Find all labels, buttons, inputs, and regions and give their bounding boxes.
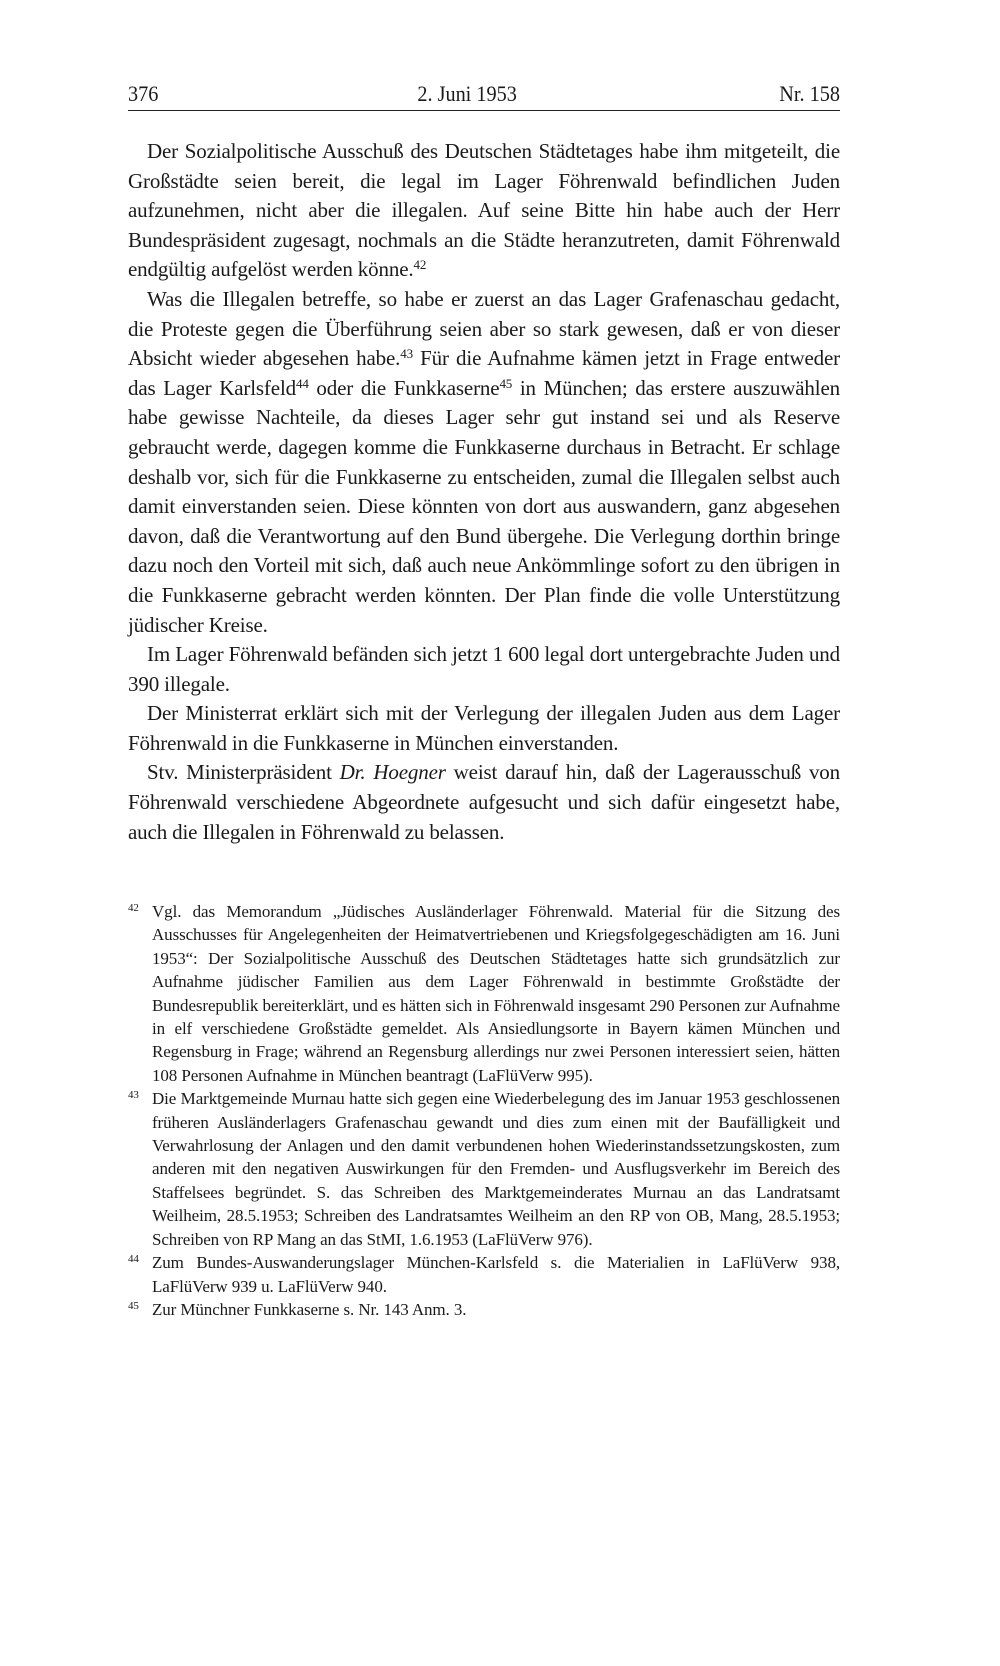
person-name: Dr. Hoegner [339, 760, 446, 785]
footnote-text: Die Marktgemeinde Murnau hatte sich gegen eine Wiederbelegung des im Januar 1953 geschlossenen früheren Ausländerlagers Grafenaschau gewandt und dies zum einen mit der Baufälligkeit und Verwahrlosung der Anlagen und den damit verbundenen hohen Wiederinstandssetzungskosten, zum anderen mit den negativen Auswirkungen für den Fremden- und Ausflugsverkehr im Bereich des Staffelsees begründet. S. das Schreiben des Marktgemeinderates Murnau an das Landratsamt Weilheim, 28.5.1953; Schreiben des Landratsamtes Weilheim an den RP von OB, Mang, 28.5.1953; Schreiben von RP Mang an das StMI, 1.6.1953 (LaFlüVerw 976). [152, 1089, 840, 1249]
text-run: Stv. Ministerpräsident [147, 760, 340, 785]
paragraph [128, 699, 840, 758]
text-run: Für die Aufnahme kämen jetzt in Frage entweder das Lager Karlsfeld [128, 346, 840, 400]
footnote-number: 44 [128, 1253, 139, 1266]
header-date: 2. Juni 1953 [417, 81, 518, 106]
footnote-reference[interactable]: 44 [295, 375, 309, 391]
text-run: Was die Illegalen betreffe, so habe er zuerst an das Lager Grafenaschau gedacht, die Proteste gegen die Überführung seien aber so stark gewesen, daß er von dieser Absicht wieder abgesehen habe. [128, 286, 840, 371]
footnote [128, 1251, 840, 1298]
footnote-number: 43 [128, 1089, 139, 1102]
footnote-reference[interactable]: 42 [413, 257, 427, 273]
footnote-reference[interactable]: 43 [400, 346, 413, 361]
footnote-number: 42 [128, 902, 139, 914]
footnote [128, 900, 840, 1087]
footnote-text: Vgl. das Memorandum „Jüdisches Ausländerlager Föhrenwald. Material für die Sitzung des Ausschusses für Angelegenheiten der Heimatvertriebenen und Kriegsfolgegeschädigten am 16. Juni 1953“: Der Sozialpolitische Ausschuß des Deutschen Städtetages hatte sich grundsätzlich zur Aufnahme jüdischer Familien aus dem Lager Föhrenwald in bestimmte Großstädte der Bundesrepublik bereiterklärt, und es hätten sich in Föhrenwald insgesamt 290 Personen zur Aufnahme in elf verschiedene Großstädte gemeldet. Als Ansiedlungsorte in Bayern kämen München und Regensburg in Frage; während an Regensburg allerdings nur zwei Personen interessiert seien, hätten 108 Personen Aufnahme in München beantragt (LaFlüVerw 995). [152, 902, 840, 1085]
footnote [128, 1298, 840, 1321]
paragraph [128, 285, 840, 640]
text-run: Im Lager Föhrenwald befänden sich jetzt 1 600 legal dort untergebrachte Juden und 390 illegale. [128, 642, 840, 696]
page-number: 376 [128, 81, 159, 106]
paragraph [128, 137, 840, 285]
footnote-reference[interactable]: 45 [499, 375, 513, 391]
text-run: in München; das erstere auszuwählen habe gewisse Nachteile, da dieses Lager sehr gut instand sei und als Reserve gebraucht werde, dagegen komme die Funkkaserne durchaus in Betracht. Er schlage deshalb vor, sich für die Funkkaserne zu entscheiden, zumal die Illegalen selbst auch damit einverstanden seien. Diese könnten von dort aus auswandern, ganz abgesehen davon, daß die Verantwortung auf den Bund übergehe. Die Verlegung dorthin bringe dazu noch den Vorteil mit sich, daß auch neue Ankömmlinge sofort zu den übrigen in die Funkkaserne gebracht werden könnten. Der Plan finde die volle Unterstützung jüdischer Kreise. [128, 375, 840, 637]
footnote-number: 45 [128, 1299, 139, 1312]
footnote [128, 1087, 840, 1251]
paragraph [128, 640, 840, 699]
text-run: weist darauf hin, daß der Lagerausschuß von Föhrenwald verschiedene Abgeordnete aufgesucht und sich dafür eingesetzt habe, auch die Illegalen in Föhrenwald zu belassen. [128, 760, 841, 844]
text-run: Der Sozialpolitische Ausschuß des Deutschen Städtetages habe ihm mitgeteilt, die Großstädte seien bereit, die legal im Lager Föhrenwald befindlichen Juden aufzunehmen, nicht aber die illegalen. Auf seine Bitte hin habe auch der Herr Bundespräsident zugesagt, nochmals an die Städte heranzutreten, damit Föhrenwald endgültig aufgelöst werden könne. [128, 139, 840, 282]
body-text [128, 137, 840, 847]
footnote-text: Zum Bundes-Auswanderungslager München-Karlsfeld s. die Materialien in LaFlüVerw 938, LaFlüVerw 939 u. LaFlüVerw 940. [152, 1253, 840, 1296]
running-header [128, 80, 840, 111]
document-page [128, 80, 840, 847]
footnotes [128, 900, 840, 1321]
footnote-text: Zur Münchner Funkkaserne s. Nr. 143 Anm. 3. [152, 1299, 467, 1319]
text-run: oder die Funkkaserne [308, 375, 500, 400]
document-number: Nr. 158 [779, 81, 840, 106]
text-run: Der Ministerrat erklärt sich mit der Verlegung der illegalen Juden aus dem Lager Föhrenwald in die Funkkaserne in München einverstanden. [128, 701, 840, 755]
paragraph [128, 758, 840, 847]
